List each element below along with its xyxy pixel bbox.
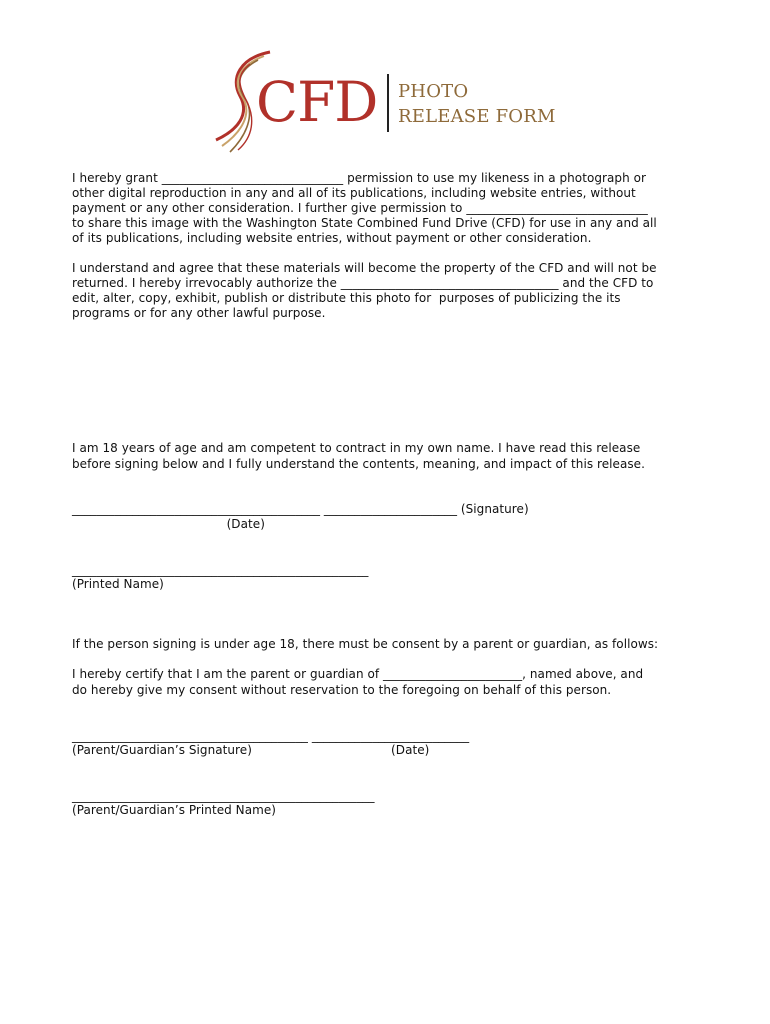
guardian-signature-label: (Parent/Guardian’s Signature) (Date) <box>72 743 430 757</box>
date-label: (Date) <box>72 517 265 531</box>
guardian-signature-line[interactable]: _______________________________________ __________________________ <box>72 729 470 743</box>
agreement-paragraph-line-2: returned. I hereby irrevocably authorize the ____________________________________ and the CFD to <box>72 276 654 290</box>
age-statement-line-2: before signing below and I fully understand the contents, meaning, and impact of this release. <box>72 457 645 471</box>
guardian-printed-name-label: (Parent/Guardian’s Printed Name) <box>72 803 277 817</box>
age-statement-line-1: I am 18 years of age and am competent to contract in my own name. I have read this release <box>72 441 641 455</box>
minor-consent-intro: If the person signing is under age 18, there must be consent by a parent or guardian, as follows: <box>72 637 659 651</box>
agreement-paragraph-line-1: I understand and agree that these materials will become the property of the CFD and will not be <box>72 261 657 275</box>
cfd-logo <box>210 48 570 156</box>
logo-divider <box>387 74 389 132</box>
guardian-certification-line-2: do hereby give my consent without reservation to the foregoing on behalf of this person. <box>72 683 612 697</box>
grant-paragraph-line-2: other digital reproduction in any and all of its publications, including website entries, without <box>72 186 636 200</box>
grant-paragraph-line-3: payment or any other consideration. I further give permission to ______________________________ <box>72 201 648 215</box>
printed-name-line[interactable]: _________________________________________________ <box>72 563 369 577</box>
signature-line[interactable]: _________________________________________ ______________________ (Signature) <box>72 502 529 516</box>
logo-title-line-1: PHOTO <box>398 81 469 102</box>
agreement-paragraph-line-4: programs or for any other lawful purpose. <box>72 306 326 320</box>
grant-paragraph-line-5: of its publications, including website entries, without payment or other consideration. <box>72 231 592 245</box>
cfd-brand-text: CFD <box>256 70 378 134</box>
printed-name-label: (Printed Name) <box>72 577 164 591</box>
guardian-certification-line-1: I hereby certify that I am the parent or guardian of _______________________, named above, and <box>72 667 644 681</box>
agreement-paragraph-line-3: edit, alter, copy, exhibit, publish or distribute this photo for purposes of publicizing the its <box>72 291 621 305</box>
grant-paragraph-line-4: to share this image with the Washington State Combined Fund Drive (CFD) for use in any and all <box>72 216 657 230</box>
logo-title-line-2: RELEASE FORM <box>398 106 556 127</box>
grant-paragraph-line-1: I hereby grant ______________________________ permission to use my likeness in a photograph or <box>72 171 646 185</box>
guardian-printed-name-line[interactable]: __________________________________________________ <box>72 789 375 803</box>
